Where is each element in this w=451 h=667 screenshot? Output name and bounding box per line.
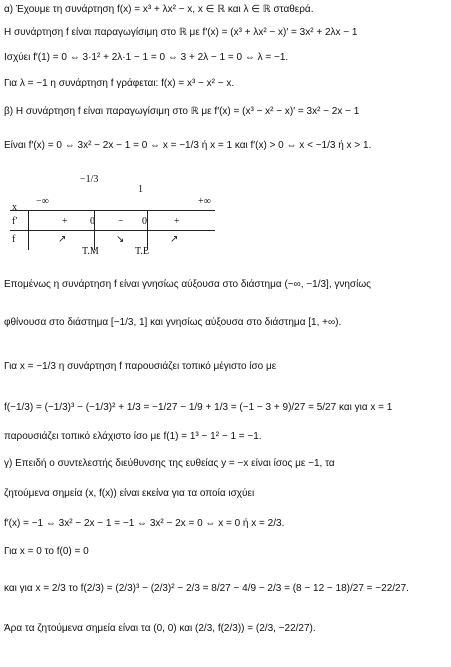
table-mid-rule <box>10 230 215 231</box>
line-b-fvalue: f(−1/3) = (−1/3)³ − (−1/3)² + 1/3 = −1/27 − 1/9 + 1/3 = (−1 − 3 + 9)/27 = 5/27 και για x = 1 <box>4 402 393 413</box>
line-c-intro: γ) Επειδή ο συντελεστής διεύθυνσης της ευθείας y = −x είναι ίσος με −1, τα <box>4 458 335 469</box>
table-root1: −1/3 <box>80 174 99 185</box>
line-a-result: Για λ = −1 η συνάρτηση f γράφεται: f(x) = x³ − x² − x. <box>4 78 235 89</box>
table-root2: 1 <box>138 184 143 195</box>
line-b-derivative: β) Η συνάρτηση f είναι παραγωγίσιμη στο ℝ με f′(x) = (x³ − x² − x)′ = 3x² − 2x − 1 <box>4 106 360 117</box>
table-root1-line <box>94 210 95 250</box>
line-c-conclusion: Άρα τα ζητούμενα σημεία είναι τα (0, 0) και (2/3, f(2/3)) = (2/3, −22/27). <box>4 623 316 634</box>
table-minus-inf: −∞ <box>36 196 49 207</box>
table-x-label: x <box>12 202 17 213</box>
table-plus-inf: +∞ <box>198 196 211 207</box>
line-b-local-max: Για x = −1/3 η συνάρτηση f παρουσιάζει τοπικό μέγιστο ίσο με <box>4 361 277 372</box>
sign-2: − <box>118 216 124 227</box>
line-b-monotonic-1: Επομένως η συνάρτηση f είναι γνησίως αύξουσα στο διάστημα (−∞, −1/3], γνησίως <box>4 279 371 290</box>
sign-zero-2: 0 <box>142 216 147 227</box>
line-c-x0: Για x = 0 το f(0) = 0 <box>4 546 89 557</box>
line-c-points: ζητούμενα σημεία (x, f(x)) είναι εκείνα για τα οποία ισχύει <box>4 488 255 499</box>
arrow-up-2: ↗ <box>170 234 179 245</box>
table-root2-line <box>147 210 148 250</box>
table-f-label: f <box>12 234 16 245</box>
sign-table <box>10 174 225 257</box>
line-a-condition: Ισχύει f′(1) = 0 ⇔ 3·1² + 2λ·1 − 1 = 0 ⇔ 3 + 2λ − 1 = 0 ⇔ λ = −1. <box>4 52 289 63</box>
line-c-x23: και για x = 2/3 το f(2/3) = (2/3)³ − (2/3)² − 2/3 = 8/27 − 4/9 − 2/3 = (8 − 12 − 18)/27 = −22/27. <box>4 583 409 594</box>
table-top-rule <box>10 210 215 211</box>
arrow-down: ↘ <box>116 234 125 245</box>
sign-zero-1: 0 <box>90 216 95 227</box>
line-b-roots: Είναι f′(x) = 0 ⇔ 3x² − 2x − 1 = 0 ⇔ x = −1/3 ή x = 1 και f′(x) > 0 ⇔ x < −1/3 ή x > 1. <box>4 140 372 151</box>
line-b-monotonic-2: φθίνουσα στο διάστημα [−1/3, 1] και γνησίως αύξουσα στο διάστημα [1, +∞). <box>4 317 342 328</box>
sign-3: + <box>174 216 180 227</box>
label-local-max: T.M <box>82 246 99 257</box>
line-b-local-min: παρουσιάζει τοπικό ελάχιστο ίσο με f(1) = 1³ − 1² − 1 = −1. <box>4 431 262 442</box>
line-a-derivative: Η συνάρτηση f είναι παραγωγίσιμη στο ℝ με f′(x) = (x³ + λx² − x)′ = 3x² + 2λx − 1 <box>4 27 358 38</box>
sign-1: + <box>62 216 68 227</box>
table-fprime-label: f′ <box>12 216 18 227</box>
label-local-min: T.E <box>135 246 149 257</box>
line-c-equation: f′(x) = −1 ⇔ 3x² − 2x − 1 = −1 ⇔ 3x² − 2x = 0 ⇔ x = 0 ή x = 2/3. <box>4 518 285 529</box>
line-a-intro: α) Έχουμε τη συνάρτηση f(x) = x³ + λx² − x, x ∈ ℝ και λ ∈ ℝ σταθερά. <box>4 4 314 15</box>
arrow-up-1: ↗ <box>58 234 67 245</box>
